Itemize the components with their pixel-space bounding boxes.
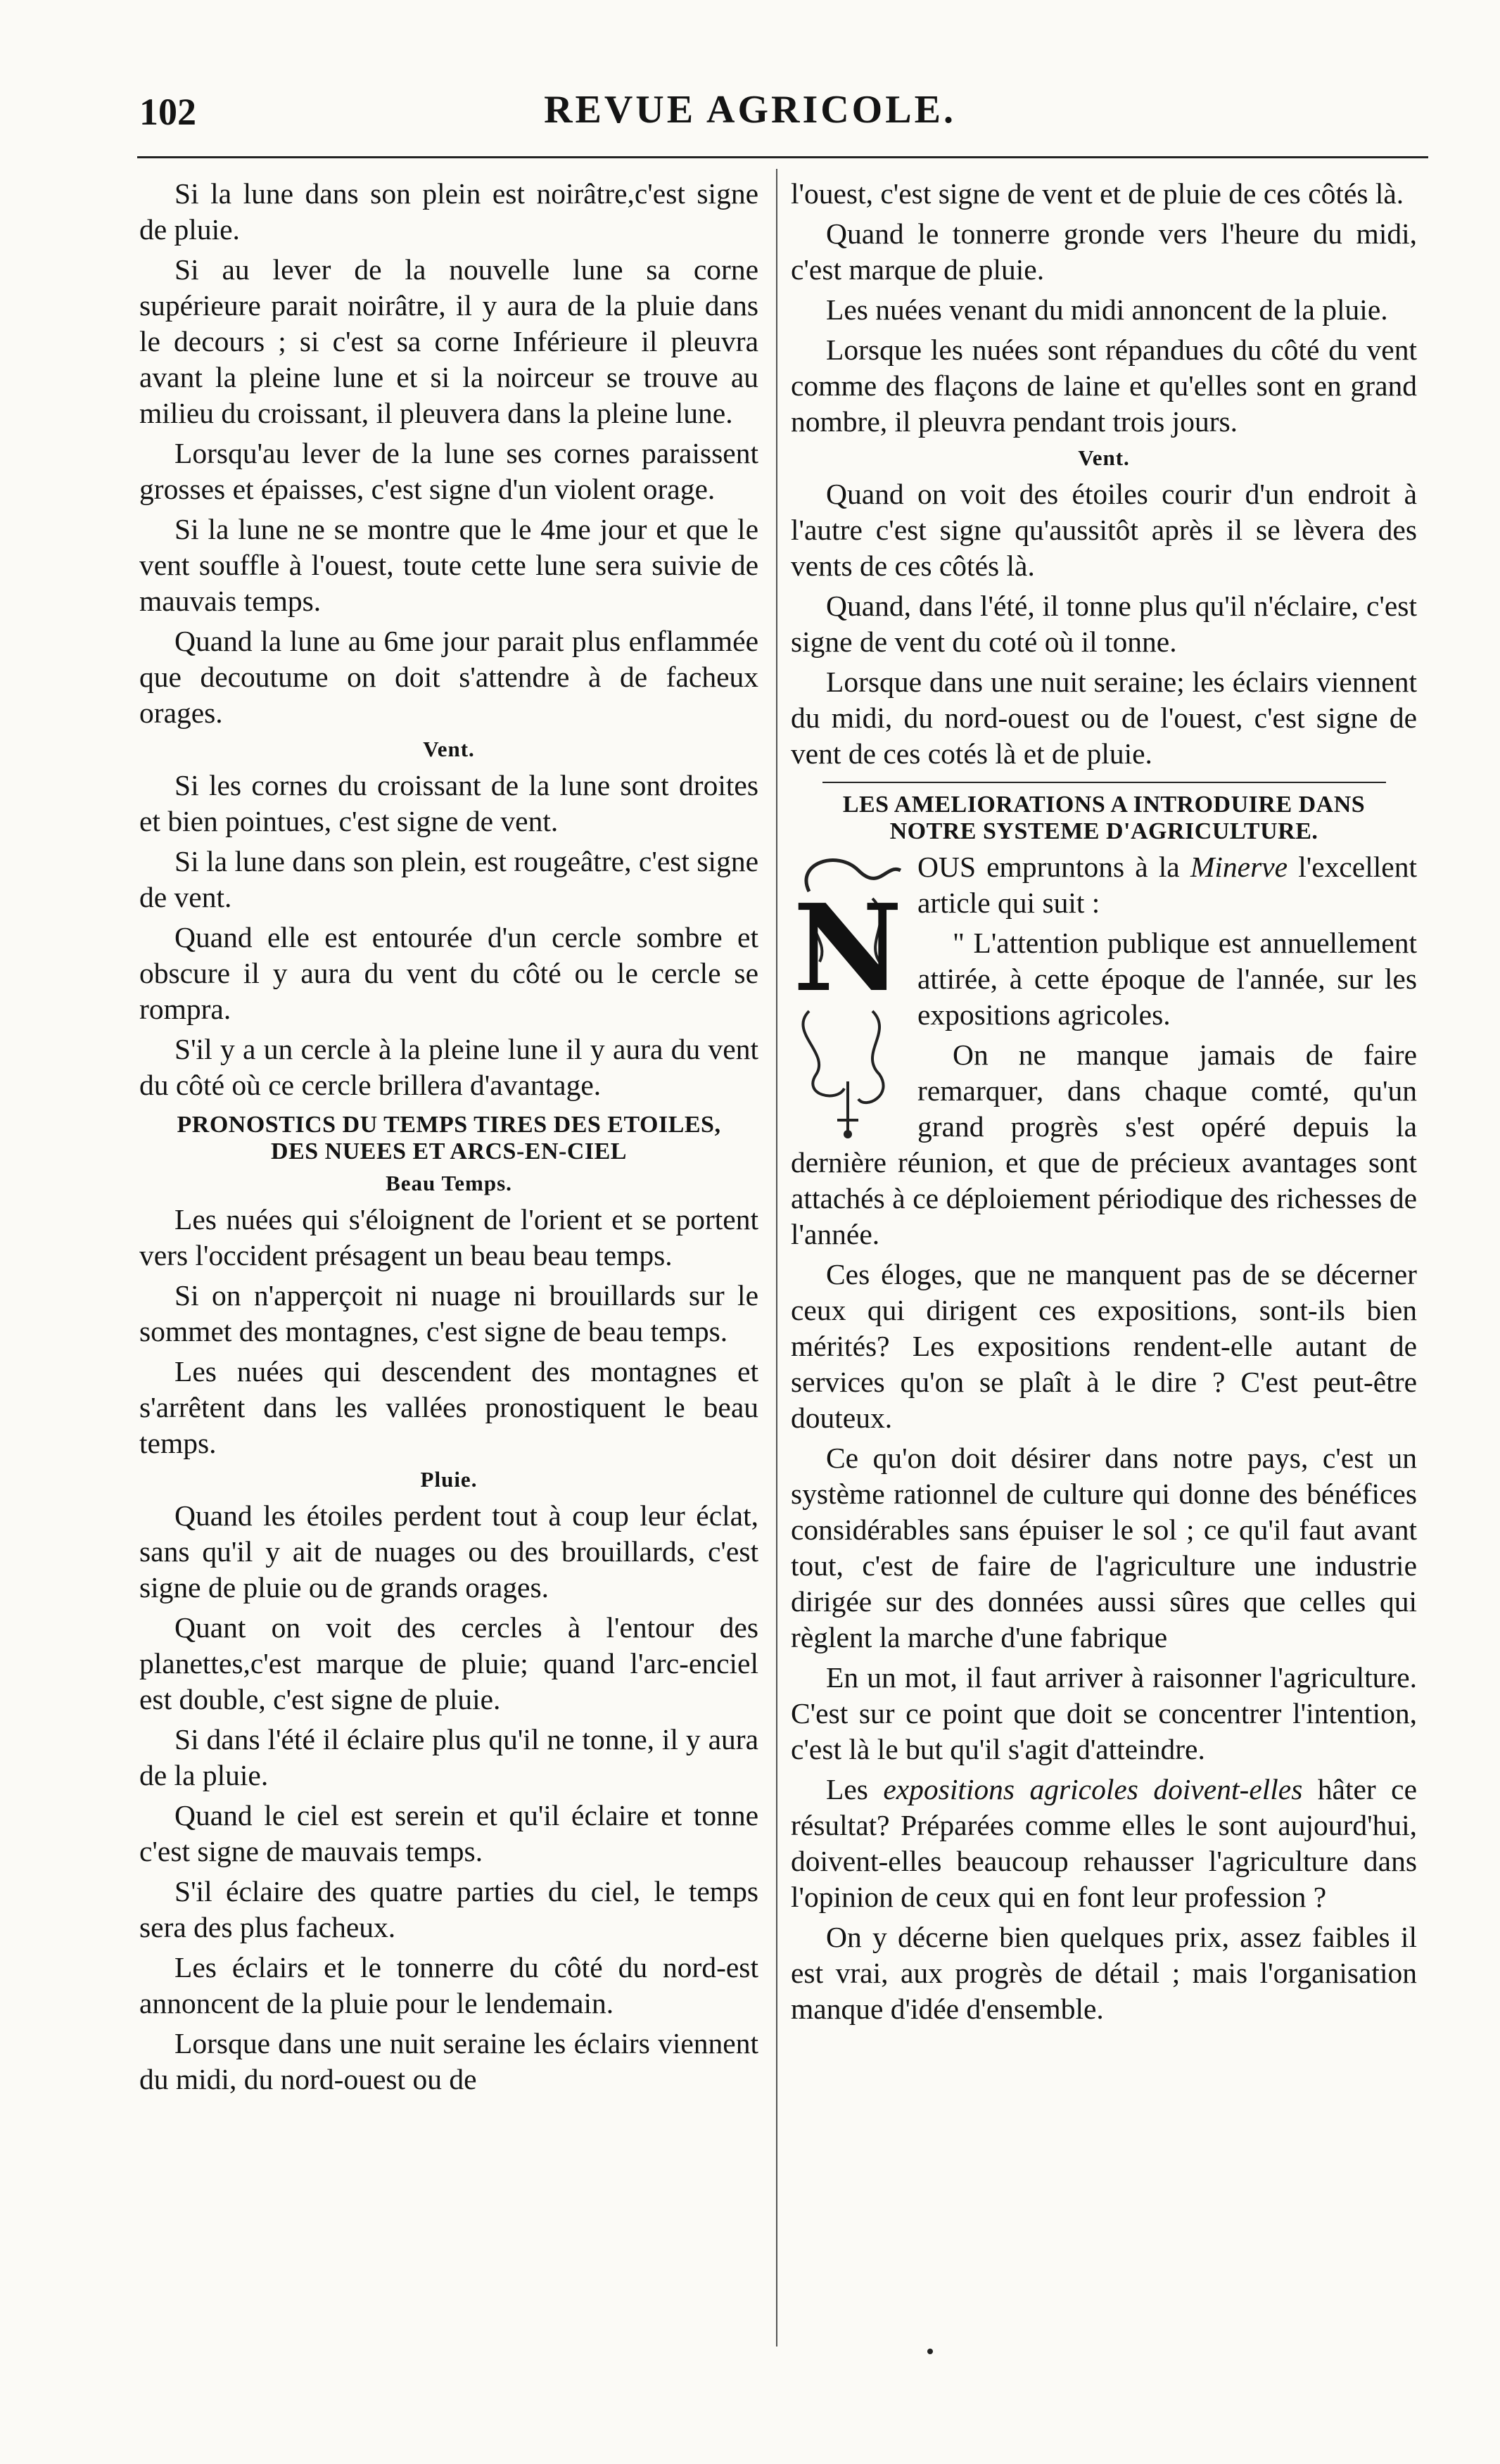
paragraph: En un mot, il faut arriver à raisonner l'agriculture. C'est sur ce point que doit se concentrer l'intention, c'est là le but qu'il s'agit d'atteindre. bbox=[791, 1661, 1417, 1765]
paragraph: Si la lune dans son plein, est rougeâtre, c'est signe de vent. bbox=[139, 845, 758, 913]
paragraph: Quand le tonnerre gronde vers l'heure du midi, c'est marque de pluie. bbox=[791, 217, 1417, 286]
section-rule bbox=[822, 782, 1386, 783]
section-heading-line: LES AMELIORATIONS A INTRODUIRE DANS bbox=[842, 792, 1366, 818]
paragraph: Quand on voit des étoiles courir d'un endroit à l'autre c'est signe qu'aussitôt après il se lèvera des vents de ces côtés là. bbox=[791, 478, 1417, 582]
paragraph: Quant on voit des cercles à l'entour des planettes,c'est marque de pluie; quand l'arc-enciel est double, c'est signe de pluie. bbox=[139, 1611, 758, 1715]
paragraph: Lorsque les nuées sont répandues du côté du vent comme des flaçons de laine et qu'elles sont en grand nombre, il pleuvra pendant trois jours. bbox=[791, 334, 1417, 438]
text-run: Les bbox=[826, 1773, 884, 1805]
dropcap-letter: N bbox=[793, 878, 903, 1019]
paragraph: Quand elle est entourée d'un cercle sombre et obscure il y aura du vent du côté ou le cercle se rompra. bbox=[139, 921, 758, 1025]
paragraph: Lorsqu'au lever de la lune ses cornes paraissent grosses et épaisses, c'est signe d'un violent orage. bbox=[139, 437, 758, 505]
section-heading-line: PRONOSTICS DU TEMPS TIRES DES ETOILES, bbox=[177, 1112, 721, 1138]
paragraph: On y décerne bien quelques prix, assez faibles il est vrai, aux progrès de détail ; mais l'organisation manque d'idée d'ensemble. bbox=[791, 1921, 1417, 2025]
page-number: 102 bbox=[139, 91, 196, 133]
paragraph: Les éclairs et le tonnerre du côté du nord-est annoncent de la pluie pour le lendemain. bbox=[139, 1951, 758, 2019]
running-title: REVUE AGRICOLE. bbox=[544, 88, 956, 132]
right-column bbox=[791, 176, 1417, 2031]
section-heading bbox=[139, 1112, 758, 1165]
ornamental-dropcap bbox=[788, 849, 908, 1145]
paragraph: Quand la lune au 6me jour parait plus enflammée que decoutume on doit s'attendre à de facheux orages. bbox=[139, 625, 758, 729]
section-heading bbox=[791, 792, 1417, 845]
dropcap-n-icon bbox=[788, 849, 908, 1145]
paragraph: Lorsque dans une nuit seraine les éclairs viennent du midi, du nord-ouest ou de bbox=[139, 2027, 758, 2095]
paragraph: Quand le ciel est serein et qu'il éclaire et tonne c'est signe de mauvais temps. bbox=[139, 1799, 758, 1867]
paragraph: Quand les étoiles perdent tout à coup leur éclat, sans qu'il y ait de nuages ou des brouillards, c'est signe de pluie ou de grands orages. bbox=[139, 1499, 758, 1603]
paragraph: S'il éclaire des quatre parties du ciel, le temps sera des plus facheux. bbox=[139, 1875, 758, 1943]
paragraph: Ces éloges, que ne manquent pas de se décerner ceux qui dirigent ces expositions, sont-ils bien mérités? Les expositions rendent-elle autant de services qu'on se plaît à le dire ? C'est peut-être douteux. bbox=[791, 1258, 1417, 1434]
paragraph: Si la lune dans son plein est noirâtre,c'est signe de pluie. bbox=[139, 177, 758, 246]
column-divider bbox=[776, 169, 777, 2346]
paragraph: Les nuées qui descendent des montagnes et s'arrêtent dans les vallées pronostiquent le beau temps. bbox=[139, 1355, 758, 1459]
header-rule bbox=[137, 156, 1428, 158]
paragraph: Quand, dans l'été, il tonne plus qu'il n'éclaire, c'est signe de vent du coté où il tonne. bbox=[791, 590, 1417, 658]
subheading-vent: Vent. bbox=[423, 737, 475, 761]
paragraph: Les nuées qui s'éloignent de l'orient et se portent vers l'occident présagent un beau beau temps. bbox=[139, 1203, 758, 1271]
paragraph: l'ouest, c'est signe de vent et de pluie de ces côtés là. bbox=[791, 177, 1404, 210]
subheading-beau-temps: Beau Temps. bbox=[386, 1171, 512, 1195]
paragraph: Si les cornes du croissant de la lune sont droites et bien pointues, c'est signe de vent. bbox=[139, 769, 758, 837]
paragraph: Les nuées venant du midi annoncent de la pluie. bbox=[826, 293, 1388, 326]
paragraph: Si la lune ne se montre que le 4me jour et que le vent souffle à l'ouest, toute cette lune sera suivie de mauvais temps. bbox=[139, 513, 758, 617]
section-heading-line: DES NUEES ET ARCS-EN-CIEL bbox=[271, 1138, 627, 1164]
section-heading-line: NOTRE SYSTEME D'AGRICULTURE. bbox=[889, 818, 1318, 844]
paragraph: Si au lever de la nouvelle lune sa corne supérieure parait noirâtre, il y aura de la pluie dans le decours ; si c'est sa corne Inférieure il pleuvra avant la pleine lune et si la noirceur se trouve au milieu du croissant, il pleuvera dans la pleine lune. bbox=[139, 253, 758, 429]
paragraph: " L'attention publique est annuellement attirée, à cette époque de l'année, sur les expositions agricoles. bbox=[917, 927, 1417, 1031]
text-run: l'excellent article qui suit : bbox=[917, 851, 1417, 919]
text-run: hâter ce résultat? Préparées comme elles le sont aujourd'hui, doivent-elles beaucoup rehausser l'agriculture dans l'opinion de ceux qui en font leur profession ? bbox=[791, 1773, 1418, 1913]
paragraph: S'il y a un cercle à la pleine lune il y aura du vent du côté où ce cercle brillera d'avantage. bbox=[139, 1033, 758, 1101]
italic-text: expositions agricoles doivent-elles bbox=[883, 1773, 1303, 1805]
paragraph: Lorsque dans une nuit seraine; les éclairs viennent du midi, du nord-ouest ou de l'ouest, c'est signe de vent de ces cotés là et de pluie. bbox=[791, 666, 1417, 770]
paragraph: Si on n'apperçoit ni nuage ni brouillards sur le sommet des montagnes, c'est signe de beau temps. bbox=[139, 1279, 758, 1347]
text-run: OUS empruntons à la bbox=[917, 851, 1190, 883]
paragraph: Ce qu'on doit désirer dans notre pays, c'est un système rationnel de culture qui donne des bénéfices considérables sans épuiser le sol ; ce qu'il faut avant tout, c'est de faire de l'agriculture une industrie dirigée sur des données aussi sûres que celles qui règlent la marche d'une fabrique bbox=[791, 1442, 1417, 1653]
subheading-pluie: Pluie. bbox=[420, 1467, 478, 1492]
footer-dot bbox=[927, 2349, 933, 2354]
italic-text: Minerve bbox=[1190, 851, 1288, 883]
paragraph: Si dans l'été il éclaire plus qu'il ne tonne, il y aura de la pluie. bbox=[139, 1723, 758, 1791]
left-column bbox=[139, 176, 758, 2102]
paragraph bbox=[791, 1772, 1417, 1915]
paragraph: On ne manque jamais de faire remarquer, dans chaque comté, qu'un grand progrès s'est opéré depuis la dernière réunion, et que de précieux avantages sont attachés à ce déploiement périodique des richesses de l'année. bbox=[791, 1039, 1417, 1250]
subheading-vent: Vent. bbox=[1078, 445, 1130, 470]
